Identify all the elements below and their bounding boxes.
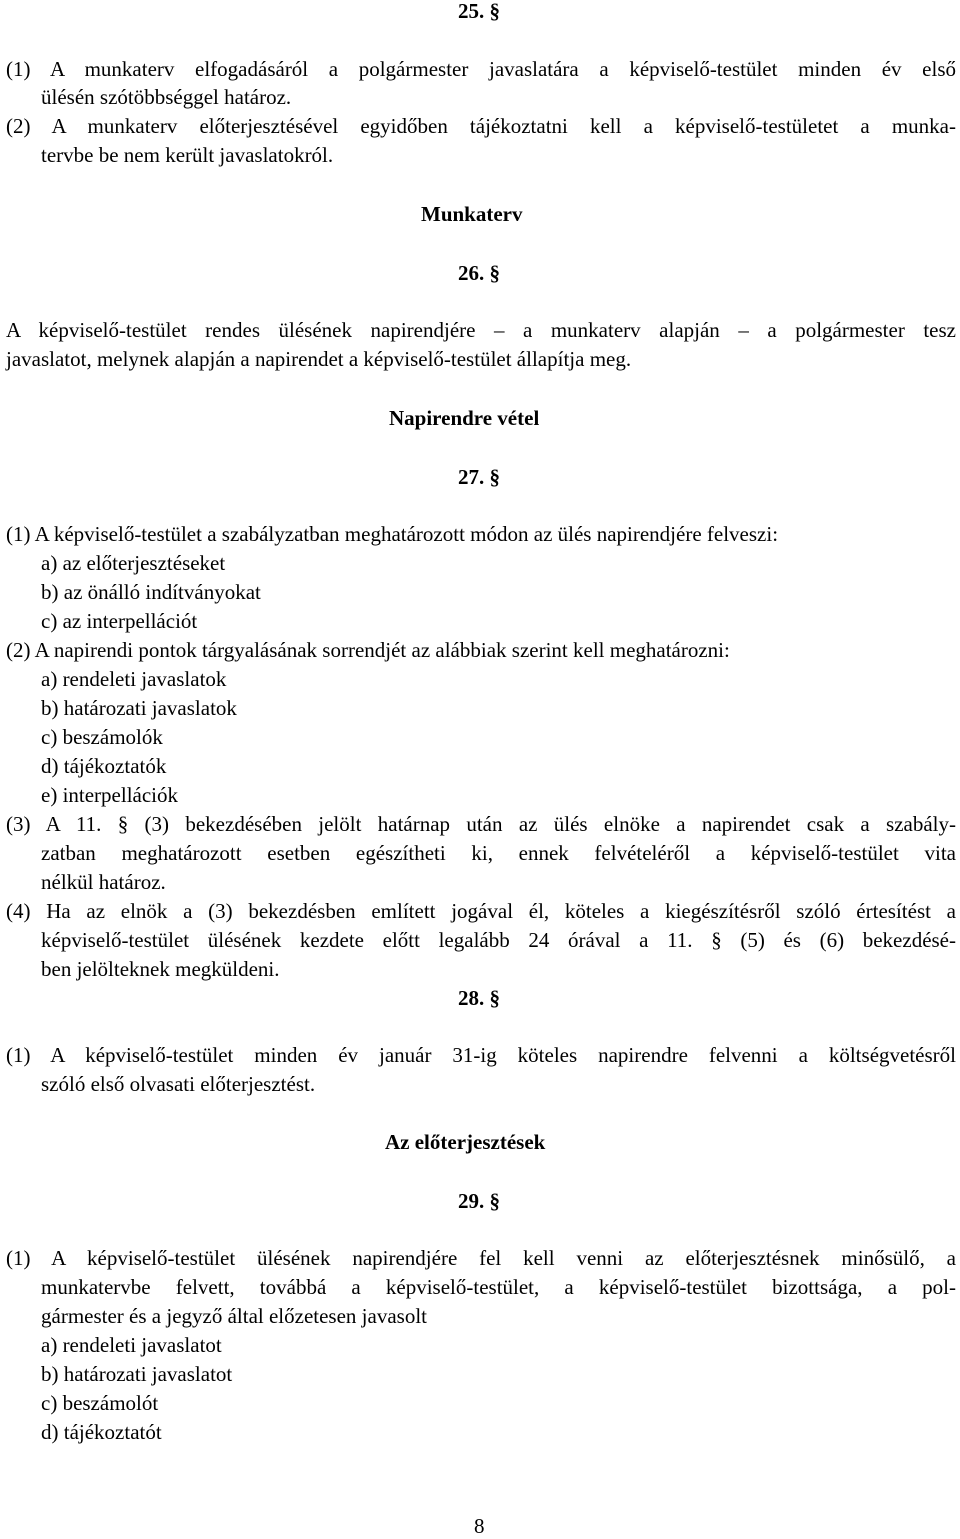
section-heading: Az előterjesztések xyxy=(385,1130,546,1154)
text-line: javaslatot, melynek alapján a napirendet a képviselő-testület állapítja meg. xyxy=(6,347,632,371)
section-heading: 29. § xyxy=(458,1189,500,1213)
text-line: (1) A képviselő-testület a szabályzatban meghatározott módon az ülés napirendjére felveszi: xyxy=(6,522,779,546)
text-line: c) az interpellációt xyxy=(41,609,198,633)
text-line: a) az előterjesztéseket xyxy=(41,551,226,575)
section-heading: 27. § xyxy=(458,465,500,489)
text-line: d) tájékoztatót xyxy=(41,1420,162,1444)
text-line: c) beszámolót xyxy=(41,1391,159,1415)
text-line: nélkül határoz. xyxy=(41,870,166,894)
section-heading: Munkaterv xyxy=(421,202,523,226)
section-heading: 28. § xyxy=(458,986,500,1010)
text-line: ben jelölteknek megküldeni. xyxy=(41,957,280,981)
text-line: tervbe be nem került javaslatokról. xyxy=(41,143,334,167)
text-line: (1) A képviselő-testület ülésének napirendjére fel kell venni az előterjesztésnek minősülő, a xyxy=(6,1246,956,1270)
section-heading: Napirendre vétel xyxy=(389,406,540,430)
text-line: d) tájékoztatók xyxy=(41,754,167,778)
text-line: b) az önálló indítványokat xyxy=(41,580,261,604)
section-heading: 25. § xyxy=(458,0,500,23)
text-line: zatban meghatározott esetben egészítheti ki, ennek felvételéről a képviselő-testület vita xyxy=(41,841,956,865)
text-line: (1) A munkaterv elfogadásáról a polgármester javaslatára a képviselő-testület minden év első xyxy=(6,57,956,81)
text-line: c) beszámolók xyxy=(41,725,163,749)
page-number: 8 xyxy=(474,1514,485,1538)
text-line: a) rendeleti javaslatok xyxy=(41,667,227,691)
text-line: gármester és a jegyző által előzetesen javasolt xyxy=(41,1304,427,1328)
text-line: képviselő-testület ülésének kezdete előtt legalább 24 órával a 11. § (5) és (6) bekezdésé- xyxy=(41,928,956,952)
text-line: szóló első olvasati előterjesztést. xyxy=(41,1072,316,1096)
text-line: a) rendeleti javaslatot xyxy=(41,1333,222,1357)
text-line: ülésén szótöbbséggel határoz. xyxy=(41,85,292,109)
text-line: (1) A képviselő-testület minden év január 31-ig köteles napirendre felvenni a költségvetésről xyxy=(6,1043,956,1067)
text-line: (3) A 11. § (3) bekezdésében jelölt határnap után az ülés elnöke a napirendet csak a szabály- xyxy=(6,812,956,836)
text-line: (2) A napirendi pontok tárgyalásának sorrendjét az alábbiak szerint kell meghatározni: xyxy=(6,638,730,662)
text-line: A képviselő-testület rendes ülésének napirendjére – a munkaterv alapján – a polgármester tesz xyxy=(6,318,956,342)
text-line: e) interpellációk xyxy=(41,783,179,807)
text-line: b) határozati javaslatok xyxy=(41,696,237,720)
section-heading: 26. § xyxy=(458,261,500,285)
text-line: b) határozati javaslatot xyxy=(41,1362,233,1386)
text-line: munkatervbe felvett, továbbá a képviselő-testület, a képviselő-testület bizottsága, a pol- xyxy=(41,1275,956,1299)
text-line: (2) A munkaterv előterjesztésével egyidőben tájékoztatni kell a képviselő-testületet a munka- xyxy=(6,114,956,138)
text-line: (4) Ha az elnök a (3) bekezdésben említett jogával él, köteles a kiegészítésről szóló értesítést a xyxy=(6,899,956,923)
